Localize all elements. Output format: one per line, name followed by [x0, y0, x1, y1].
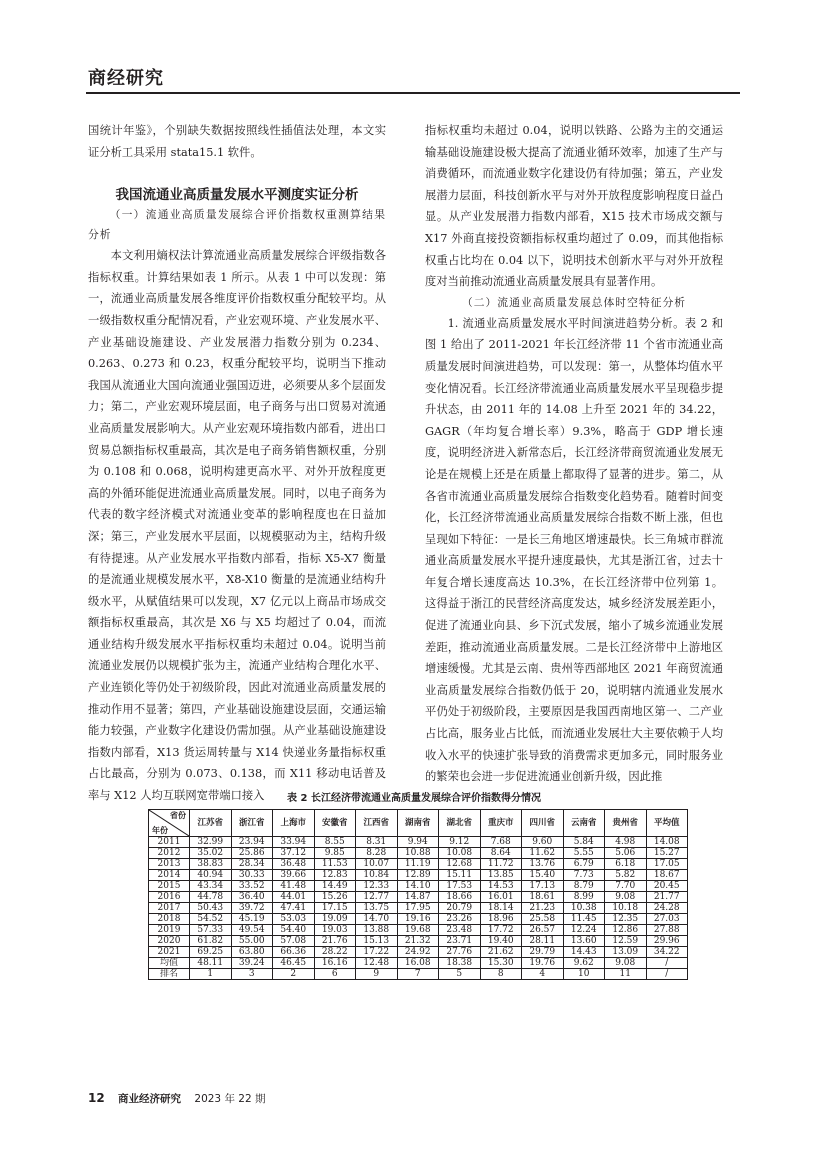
table-row	[149, 837, 688, 848]
row-label-cell: 2020	[149, 936, 190, 947]
table-cell: 35.02	[190, 848, 232, 859]
row-label-cell: 2019	[149, 925, 190, 936]
row-label-cell: 2021	[149, 947, 190, 958]
table-cell: 33.94	[273, 837, 315, 848]
table-cell: 27.76	[439, 947, 481, 958]
table-cell: 19.76	[522, 958, 564, 969]
table-caption: 表 2 长江经济带流通业高质量发展综合评价指数得分情况	[287, 793, 541, 804]
table-row	[149, 903, 688, 914]
table-cell: 7.73	[563, 870, 605, 881]
table-cell: 2	[273, 969, 315, 980]
table-cell: 5.55	[563, 848, 605, 859]
column-header: 四川省	[522, 810, 564, 837]
table-header-row	[149, 810, 688, 837]
table-cell: 10.38	[563, 903, 605, 914]
table-cell: 8.99	[563, 892, 605, 903]
table-cell: 23.71	[439, 936, 481, 947]
table-cell: 12.89	[397, 870, 439, 881]
table-cell: 8.31	[356, 837, 398, 848]
table-cell: 30.33	[231, 870, 273, 881]
table-cell: 54.52	[190, 914, 232, 925]
paragraph: 指标权重均未超过 0.04，说明以铁路、公路为主的交通运输基础设施建设极大提高了流通业循环效率，加速了生产与消费循环，而流通业数字化建设仍有待加强；第五，产业发展潜力层面，科技创新水平与对外开放程度影响程度日益凸显。从产业发展潜力指数内部看，X15 技术市场成交额与 X17 外商直接投资额指标权重均超过了 0.09，而其他指标权重占比均在 0.04 以下，说明技术创新水平与对外开放程度对当前推动流通业高质量发展具有显著作用。	[425, 124, 723, 289]
table-cell: 25.86	[231, 848, 273, 859]
table-cell: 12.83	[314, 870, 356, 881]
column-header: 湖南省	[397, 810, 439, 837]
table-cell: 10.84	[356, 870, 398, 881]
table-cell: 11.72	[480, 859, 522, 870]
table-cell: 28.22	[314, 947, 356, 958]
row-label-cell: 2017	[149, 903, 190, 914]
table-cell: 8.79	[563, 881, 605, 892]
table-cell: 8	[480, 969, 522, 980]
table-cell: 37.12	[273, 848, 315, 859]
column-header: 重庆市	[480, 810, 522, 837]
table-cell: 13.75	[356, 903, 398, 914]
table-cell: 11.53	[314, 859, 356, 870]
table-cell: 18.14	[480, 903, 522, 914]
table-cell: 12.24	[563, 925, 605, 936]
table-row	[149, 859, 688, 870]
table-cell: 45.19	[231, 914, 273, 925]
table-cell: 23.26	[439, 914, 481, 925]
table-cell: 10.07	[356, 859, 398, 870]
table-cell: 69.25	[190, 947, 232, 958]
table-cell: 19.16	[397, 914, 439, 925]
table-row	[149, 914, 688, 925]
row-label-cell: 2014	[149, 870, 190, 881]
table-cell: 10.18	[605, 903, 647, 914]
table-cell: 12.48	[356, 958, 398, 969]
table-row	[149, 881, 688, 892]
table-cell: 34.22	[646, 947, 688, 958]
table-cell: 15.26	[314, 892, 356, 903]
table-cell: 39.66	[273, 870, 315, 881]
table-cell: 23.48	[439, 925, 481, 936]
table-cell: 8.28	[356, 848, 398, 859]
table-cell: 5.82	[605, 870, 647, 881]
column-header: 浙江省	[231, 810, 273, 837]
table-cell: 18.61	[522, 892, 564, 903]
table-cell: 46.45	[273, 958, 315, 969]
table-cell: 18.96	[480, 914, 522, 925]
row-label-cell: 2011	[149, 837, 190, 848]
row-label-cell: 2015	[149, 881, 190, 892]
table-cell: 5.06	[605, 848, 647, 859]
table-cell: 21.77	[646, 892, 688, 903]
table-cell: 5.84	[563, 837, 605, 848]
table-cell: 40.94	[190, 870, 232, 881]
column-header: 江苏省	[190, 810, 232, 837]
subsection-title: （二）流通业高质量发展总体时空特征分析	[461, 295, 687, 309]
table-cell: 7.68	[480, 837, 522, 848]
table-cell: 9	[356, 969, 398, 980]
table-cell: 7	[397, 969, 439, 980]
table-cell: 4	[522, 969, 564, 980]
table-cell: 21.76	[314, 936, 356, 947]
table-cell: 10.08	[439, 848, 481, 859]
table-cell: 20.45	[646, 881, 688, 892]
table-row	[149, 848, 688, 859]
subsection-title: （一）流通业高质量发展综合评价指数权重测算结果分析	[88, 208, 386, 242]
row-label-cell: 2016	[149, 892, 190, 903]
table-cell: 9.08	[605, 958, 647, 969]
table-cell: 20.79	[439, 903, 481, 914]
table-cell: 53.03	[273, 914, 315, 925]
row-label-cell: 均值	[149, 958, 190, 969]
table-cell: 27.88	[646, 925, 688, 936]
table-cell: 50.43	[190, 903, 232, 914]
table-cell: 44.01	[273, 892, 315, 903]
table-cell: 27.03	[646, 914, 688, 925]
corner-label-year: 年份	[152, 826, 168, 835]
table-cell: 14.10	[397, 881, 439, 892]
column-header: 安徽省	[314, 810, 356, 837]
header-rule	[86, 92, 740, 94]
table-cell: 12.33	[356, 881, 398, 892]
column-header: 江西省	[356, 810, 398, 837]
table-cell: 54.40	[273, 925, 315, 936]
paragraph: 国统计年鉴》，个别缺失数据按照线性插值法处理，本文实证分析工具采用 stata15.1 软件。	[88, 124, 386, 159]
table-cell: 13.60	[563, 936, 605, 947]
table-cell: 17.05	[646, 859, 688, 870]
table-cell: 36.48	[273, 859, 315, 870]
column-header: 上海市	[273, 810, 315, 837]
table-cell: 17.22	[356, 947, 398, 958]
table-cell: 17.15	[314, 903, 356, 914]
table-cell: 21.32	[397, 936, 439, 947]
table-cell: 19.68	[397, 925, 439, 936]
table-cell: 11	[605, 969, 647, 980]
score-table	[148, 809, 688, 980]
table-cell: 12.86	[605, 925, 647, 936]
table-cell: /	[646, 958, 688, 969]
table-cell: 15.13	[356, 936, 398, 947]
row-label-cell: 排名	[149, 969, 190, 980]
table-cell: 1	[190, 969, 232, 980]
column-header: 贵州省	[605, 810, 647, 837]
journal-name: 商业经济研究	[118, 1093, 182, 1105]
paragraph: 本文利用熵权法计算流通业高质量发展综合评级指数各指标权重。计算结果如表 1 所示。从表 1 中可以发现：第一，流通业高质量发展各维度评价指数权重分配较平均。从一级指数权重分配情况看，产业宏观环境、产业发展水平、产业基础设施建设、产业发展潜力指数分别为 0.234、0.263、0.273 和 0.23，权重分配较平均，说明当下推动我国从流通业大国向流通业强国迈进，必须要从多个层面发力；第二，产业宏观环境层面，电子商务与出口贸易对流通业高质量发展影响大。从产业宏观环境指数内部看，进出口贸易总额指标权重最高，其次是电子商务销售额权重，分别为 0.108 和 0.068，说明构建更高水平、对外开放程度更高的外循环能促进流通业高质量发展。同时，以电子商务为代表的数字经济模式对流通业变革的影响程度也在日益加深；第三，产业发展水平层面，以规模驱动为主，结构升级有待提速。从产业发展水平指数内部看，指标 X5-X7 衡量的是流通业规模发展水平，X8-X10 衡量的是流通业结构升级水平，从赋值结果可以发现，X7 亿元以上商品市场成交额指标权重最高，其次是 X6 与 X5 均超过了 0.04，而流通业结构升级发展水平指标权重均未超过 0.04。说明当前流通业发展仍以规模扩张为主，流通产业结构合理化水平、产业连锁化等仍处于初级阶段，因此对流通业高质量发展的推动作用不显著；第四，产业基础设施建设层面，交通运输能力较强，产业数字化建设仍需加强。从产业基础设施建设指数内部看，X13 货运周转量与 X14 快递业务量指标权重占比最高，分别为 0.073、0.138，而 X11 移动电话普及率与 X12 人均互联网宽带端口接入	[88, 249, 386, 803]
table-cell: 57.33	[190, 925, 232, 936]
table-cell: 43.34	[190, 881, 232, 892]
table-cell: 9.60	[522, 837, 564, 848]
row-label-cell: 2018	[149, 914, 190, 925]
table-cell: 10	[563, 969, 605, 980]
table-row	[149, 925, 688, 936]
table-cell: 33.52	[231, 881, 273, 892]
table-cell: 8.55	[314, 837, 356, 848]
table-cell: 14.08	[646, 837, 688, 848]
page-footer	[88, 1091, 266, 1106]
table-cell: 21.62	[480, 947, 522, 958]
table-cell: 17.95	[397, 903, 439, 914]
table-row	[149, 969, 688, 980]
table-cell: 19.03	[314, 925, 356, 936]
column-header: 湖北省	[439, 810, 481, 837]
journal-header-title: 商经研究	[88, 68, 164, 89]
table-cell: 9.12	[439, 837, 481, 848]
table-cell: 17.13	[522, 881, 564, 892]
table-cell: 11.62	[522, 848, 564, 859]
table-row	[149, 870, 688, 881]
table-cell: 13.88	[356, 925, 398, 936]
table-cell: 14.43	[563, 947, 605, 958]
table-cell: 8.64	[480, 848, 522, 859]
table-cell: 12.68	[439, 859, 481, 870]
table-cell: 7.70	[605, 881, 647, 892]
table-cell: 39.24	[231, 958, 273, 969]
right-column	[425, 120, 723, 788]
table-cell: 48.11	[190, 958, 232, 969]
table-cell: 9.08	[605, 892, 647, 903]
column-header: 云南省	[563, 810, 605, 837]
table-cell: 15.40	[522, 870, 564, 881]
table-cell: /	[646, 969, 688, 980]
table-cell: 21.23	[522, 903, 564, 914]
table-cell: 63.80	[231, 947, 273, 958]
table-cell: 9.94	[397, 837, 439, 848]
table-cell: 66.36	[273, 947, 315, 958]
table-cell: 49.54	[231, 925, 273, 936]
table-cell: 12.77	[356, 892, 398, 903]
table-row	[149, 947, 688, 958]
table-cell: 38.83	[190, 859, 232, 870]
table-row	[149, 958, 688, 969]
table-cell: 13.09	[605, 947, 647, 958]
table-cell: 17.53	[439, 881, 481, 892]
table-cell: 18.67	[646, 870, 688, 881]
table-row	[149, 936, 688, 947]
table-cell: 55.00	[231, 936, 273, 947]
table-cell: 9.62	[563, 958, 605, 969]
table-cell: 12.35	[605, 914, 647, 925]
table-corner-cell	[149, 810, 190, 837]
table-cell: 15.11	[439, 870, 481, 881]
table-cell: 11.45	[563, 914, 605, 925]
table-cell: 26.57	[522, 925, 564, 936]
table-cell: 5	[439, 969, 481, 980]
table-cell: 29.79	[522, 947, 564, 958]
table-cell: 10.88	[397, 848, 439, 859]
table-cell: 28.11	[522, 936, 564, 947]
table-cell: 17.72	[480, 925, 522, 936]
left-column	[88, 120, 386, 807]
table-cell: 16.01	[480, 892, 522, 903]
table-cell: 23.94	[231, 837, 273, 848]
table-cell: 14.53	[480, 881, 522, 892]
table-cell: 15.30	[480, 958, 522, 969]
table-cell: 4.98	[605, 837, 647, 848]
table-cell: 11.19	[397, 859, 439, 870]
table-cell: 41.48	[273, 881, 315, 892]
paragraph: 1. 流通业高质量发展水平时间演进趋势分析。表 2 和图 1 给出了 2011-2021 年长江经济带 11 个省市流通业高质量发展时间演进趋势，可以发现：第一，从整体均值水平变化情况看。长江经济带流通业高质量发展水平呈现稳步提升状态，由 2011 年的 14.08 上升至 2021 年的 34.22，GAGR（年均复合增长率）9.3%，略高于 GDP 增长速度，说明经济进入新常态后，长江经济带商贸流通业发展无论是在规模上还是在质量上都取得了显著的进步。第二，从各省市流通业高质量发展综合指数变化趋势看。随着时间变化，长江经济带流通业高质量发展综合指数不断上涨，但也呈现如下特征：一是长三角地区增速最快。长三角城市群流通业高质量发展水平提升速度最快，尤其是浙江省，过去十年复合增长速度高达 10.3%，在长江经济带中位列第 1。这得益于浙江的民营经济高度发达，城乡经济发展差距小，促进了流通业向县、乡下沉式发展，缩小了城乡流通业发展差距，推动流通业高质量发展。二是长江经济带中上游地区增速缓慢。尤其是云南、贵州等西部地区 2021 年商贸流通业高质量发展综合指数仍低于 20，说明辖内流通业发展水平仍处于初级阶段，主要原因是我国西南地区第一、二产业占比高，服务业占比低，而流通业发展壮大主要依赖于人均收入水平的快速扩张导致的消费需求更加多元，同时服务业的繁荣也会进一步促进流通业创新升级，因此推	[425, 316, 723, 784]
table-cell: 24.92	[397, 947, 439, 958]
issue-label: 2023 年 22 期	[194, 1093, 266, 1105]
table-cell: 16.08	[397, 958, 439, 969]
table-cell: 6.18	[605, 859, 647, 870]
table-cell: 28.34	[231, 859, 273, 870]
table-cell: 39.72	[231, 903, 273, 914]
table-cell: 6.79	[563, 859, 605, 870]
page-number: 12	[88, 1091, 105, 1105]
table-cell: 47.41	[273, 903, 315, 914]
row-label-cell: 2013	[149, 859, 190, 870]
row-label-cell: 2012	[149, 848, 190, 859]
table-cell: 19.09	[314, 914, 356, 925]
table-cell: 19.40	[480, 936, 522, 947]
table-cell: 36.40	[231, 892, 273, 903]
table-cell: 9.85	[314, 848, 356, 859]
table-cell: 14.70	[356, 914, 398, 925]
table-cell: 18.66	[439, 892, 481, 903]
table-cell: 57.08	[273, 936, 315, 947]
table-cell: 6	[314, 969, 356, 980]
table-cell: 24.28	[646, 903, 688, 914]
table-cell: 25.58	[522, 914, 564, 925]
table-cell: 13.85	[480, 870, 522, 881]
corner-label-province: 省份	[170, 811, 186, 820]
table-cell: 18.38	[439, 958, 481, 969]
table-cell: 15.27	[646, 848, 688, 859]
table-cell: 14.49	[314, 881, 356, 892]
table-cell: 29.96	[646, 936, 688, 947]
section-title: 我国流通业高质量发展水平测度实证分析	[115, 187, 359, 204]
table-cell: 12.59	[605, 936, 647, 947]
table-cell: 13.76	[522, 859, 564, 870]
table-row	[149, 892, 688, 903]
column-header: 平均值	[646, 810, 688, 837]
table-cell: 44.78	[190, 892, 232, 903]
table-cell: 3	[231, 969, 273, 980]
table-cell: 32.99	[190, 837, 232, 848]
table-cell: 14.87	[397, 892, 439, 903]
table-cell: 16.16	[314, 958, 356, 969]
table-cell: 61.82	[190, 936, 232, 947]
